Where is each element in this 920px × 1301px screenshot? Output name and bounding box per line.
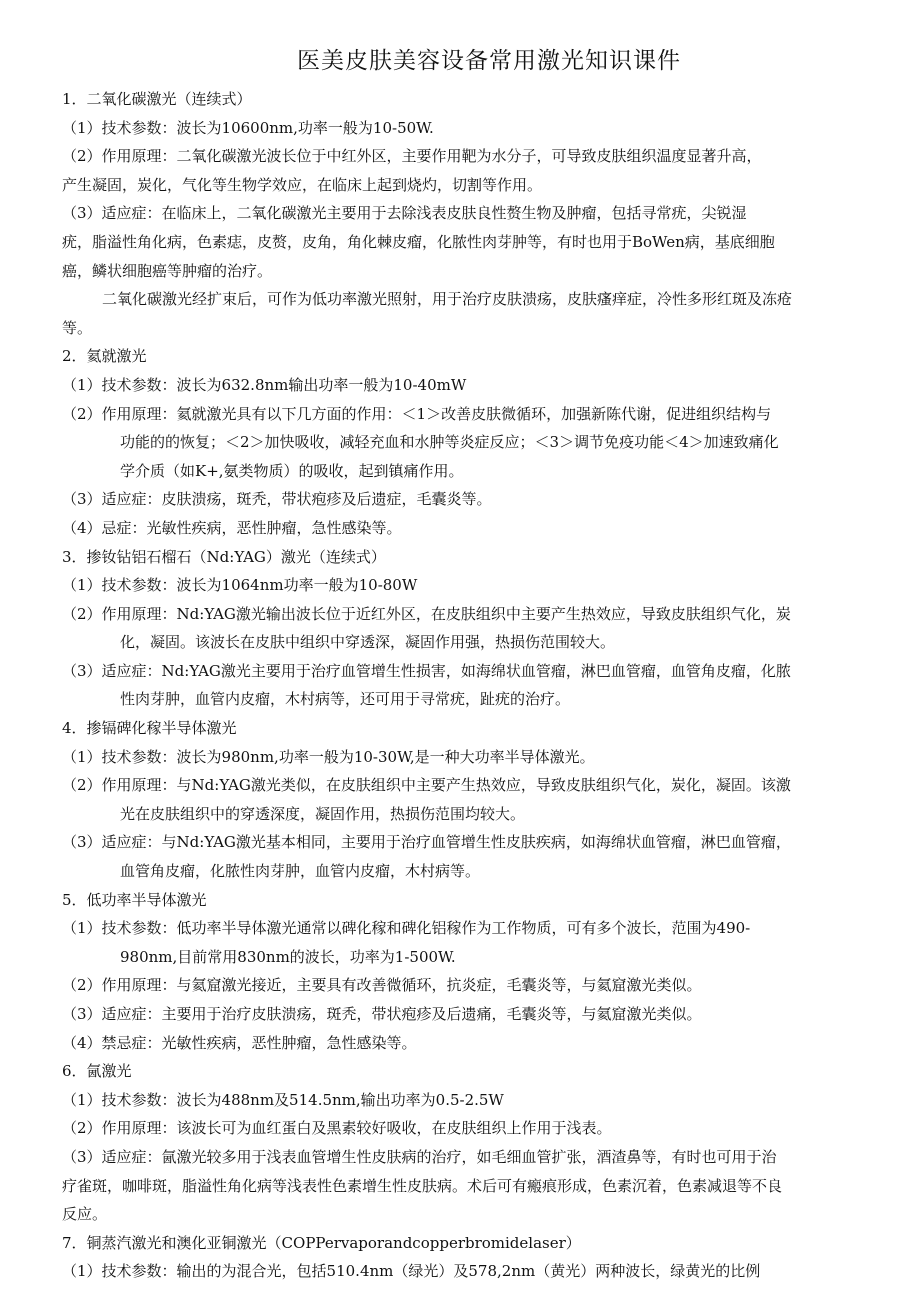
section-heading: 1．二氧化碳激光（连续式） — [62, 90, 252, 108]
paragraph-line: 等。 — [62, 318, 93, 337]
paragraph-line: （3）适应症：主要用于治疗皮肤溃疡，斑秃，带状疱疹及后遗痛，毛囊炎等，与氦窟激光类似。 — [62, 1005, 702, 1023]
paragraph-line: （1）技术参数：波长为632.8nm输出功率一般为10-40mW — [62, 375, 467, 394]
paragraph-line: （2）作用原理：二氧化碳激光波长位于中红外区，主要作用靶为水分子，可导致皮肤组织温度显著升高， — [62, 147, 762, 166]
section-heading: 4．掺镉碑化稼半导体激光 — [62, 719, 237, 738]
section-heading: 5．低功率半导体激光 — [62, 890, 207, 909]
paragraph-line: （3）适应症：氤激光较多用于浅表血管增生性皮肤病的治疗，如毛细血管扩张，酒渣鼻等，有时也可用于治 — [62, 1147, 777, 1166]
paragraph-line: （1）技术参数：波长为488nm及514.5nm,输出功率为0.5-2.5W — [62, 1090, 504, 1109]
paragraph-line: （1）技术参数：波长为10600nm,功率一般为10-50W. — [62, 118, 434, 137]
paragraph-line: 产生凝固，炭化，气化等生物学效应，在临床上起到烧灼，切割等作用。 — [62, 175, 543, 194]
paragraph-line: 980nm,目前常用830nm的波长，功率为1-500W. — [120, 947, 456, 966]
paragraph-line: （1）技术参数：低功率半导体激光通常以碑化稼和碑化铝稼作为工作物质，可有多个波长，范围为490- — [62, 919, 751, 938]
paragraph-line: 反应。 — [62, 1205, 108, 1224]
paragraph-line: （1）技术参数：波长为980nm,功率一般为10-30W,是一种大功率半导体激光。 — [62, 747, 595, 766]
section-heading: 7．铜蒸汽激光和澳化亚铜激光（COPPervaporandcopperbromidelaser） — [62, 1233, 581, 1252]
paragraph-line: （2）作用原理：Nd:YAG激光输出波长位于近红外区，在皮肤组织中主要产生热效应，导致皮肤组织气化，炭 — [62, 604, 791, 623]
paragraph-line: 光在皮肤组织中的穿透深度，凝固作用，热损伤范围均较大。 — [120, 804, 526, 823]
paragraph-line: 癌，鳞状细胞癌等肿瘤的治疗。 — [62, 261, 273, 280]
paragraph-line: （3）适应症：皮肤溃疡，斑秃，带状疱疹及后遗症，毛囊炎等。 — [62, 490, 492, 509]
paragraph-line: （2）作用原理：与氦窟激光接近，主要具有改善微循环，抗炎症，毛囊炎等，与氦窟激光类似。 — [62, 976, 702, 995]
paragraph-line: （4）禁忌症：光敏性疾病，恶性肿瘤，急性感染等。 — [62, 1033, 417, 1052]
paragraph-line: 学介质（如K+,氨类物质）的吸收，起到镇痛作用。 — [120, 461, 464, 480]
paragraph-line: 血管角皮瘤，化脓性肉芽肿，血管内皮瘤，木村病等。 — [120, 862, 481, 881]
paragraph-line: （3）适应症：与Nd:YAG激光基本相同，主要用于治疗血管增生性皮肤疾病，如海绵状血管瘤，淋巴血管瘤， — [62, 833, 791, 852]
paragraph-line: （4）忌症：光敏性疾病，恶性肿瘤，急性感染等。 — [62, 518, 402, 537]
paragraph-line: 化，凝固。该波长在皮肤中组织中穿透深，凝固作用强，热损伤范围较大。 — [120, 633, 616, 652]
paragraph-line: 性肉芽肿，血管内皮瘤，木村病等，还可用于寻常疣，趾疣的治疗。 — [120, 690, 571, 709]
paragraph-line: 疗雀斑，咖啡斑，脂溢性角化病等浅表性色素增生性皮肤病。术后可有瘢痕形成，色素沉着，色素减退等不良 — [62, 1176, 783, 1195]
paragraph-line: 二氧化碳激光经扩束后，可作为低功率激光照射，用于治疗皮肤溃疡，皮肤瘙痒症，冷性多形红斑及冻疮 — [102, 290, 793, 309]
paragraph-line: （2）作用原理：与Nd:YAG激光类似，在皮肤组织中主要产生热效应，导致皮肤组织气化，炭化，凝固。该激 — [62, 776, 791, 795]
paragraph-line: 疣，脂溢性角化病，色素痣，皮赘，皮角，角化棘皮瘤，化脓性肉芽肿等，有时也用于BoWen病，基底细胞 — [62, 232, 775, 251]
paragraph-line: （2）作用原理：该波长可为血红蛋白及黑素较好吸收，在皮肤组织上作用于浅表。 — [62, 1119, 612, 1138]
section-heading: 6．氤激光 — [62, 1062, 132, 1081]
section-heading: 2．氦就激光 — [62, 347, 147, 366]
paragraph-line: （1）技术参数：波长为1064nm功率一般为10-80W — [62, 576, 418, 595]
paragraph-line: （2）作用原理：氦就激光具有以下几方面的作用：＜1＞改善皮肤微循环，加强新陈代谢，促进组织结构与 — [62, 404, 772, 423]
paragraph-line: （1）技术参数：输出的为混合光，包括510.4nm（绿光）及578,2nm（黄光）两种波长，绿黄光的比例 — [62, 1262, 761, 1281]
paragraph-line: （3）适应症：Nd:YAG激光主要用于治疗血管增生性损害，如海绵状血管瘤，淋巴血管瘤，血管角皮瘤，化脓 — [62, 661, 791, 680]
paragraph-line: 功能的的恢复；＜2＞加快吸收，减轻充血和水肿等炎症反应；＜3＞调节免疫功能＜4＞加速致痛化 — [120, 433, 779, 452]
document-title: 医美皮肤美容设备常用激光知识课件 — [297, 48, 681, 74]
section-heading: 3．掺钕钻铝石榴石（Nd:YAG）激光（连续式） — [62, 547, 386, 566]
paragraph-line: （3）适应症：在临床上，二氧化碳激光主要用于去除浅表皮肤良性赘生物及肿瘤，包括寻常疣，尖锐湿 — [62, 204, 747, 223]
